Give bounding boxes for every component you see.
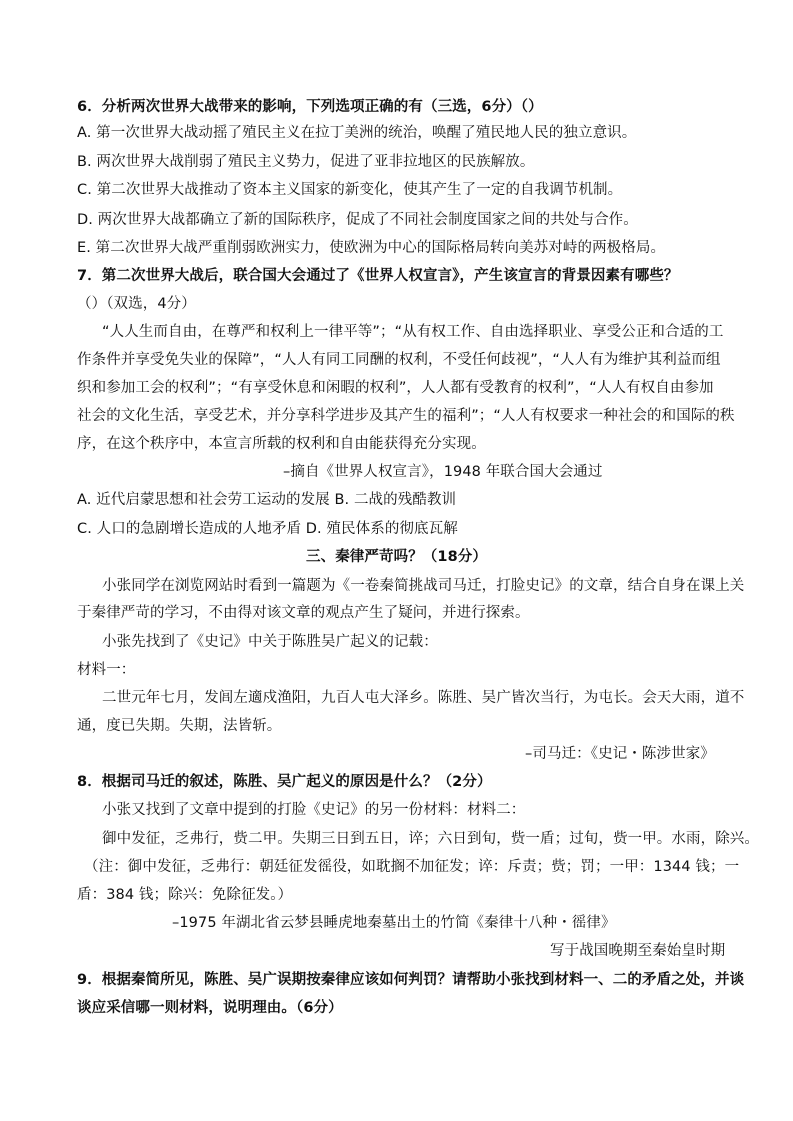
material-one-line: 通，度已失期。失期，法皆斩。 [77, 718, 282, 734]
q7-source: –摘自《世界人权宣言》，1948 年联合国大会通过 [283, 464, 603, 480]
q7-stem: 7．第二次世界大战后，联合国大会通过了《世界人权宣言》，产生该宣言的背景因素有哪些？ [77, 268, 679, 284]
q7-stem-note: （）（双选，4分） [77, 296, 196, 312]
material-one-source: –司马迁：《史记・陈涉世家》 [525, 746, 715, 762]
q9-stem: 谈应采信哪一则材料，说明理由。（6分） [77, 1000, 343, 1016]
q7-options-ab: A. 近代启蒙思想和社会劳工运动的发展 B. 二战的残酷教训 [77, 492, 457, 508]
q6-stem: 6．分析两次世界大战带来的影响，下列选项正确的有（三选，6分）（） [77, 99, 543, 115]
section-intro-line: 于秦律严苛的学习，不由得对该文章的观点产生了疑问，并进行探索。 [77, 605, 530, 621]
q6-option-c: C. 第二次世界大战推动了资本主义国家的新变化，使其产生了一定的自我调节机制。 [77, 182, 623, 198]
q6-option-a: A. 第一次世界大战动摇了殖民主义在拉丁美洲的统治，唤醒了殖民地人民的独立意识。 [77, 125, 637, 141]
q7-quote-line: “人人生而自由，在尊严和权利上一律平等”；“从有权工作、自由选择职业、享受公正和合适的工 [102, 324, 724, 340]
q7-quote-line: 织和参加工会的权利”；“有享受休息和闲暇的权利”，人人都有受教育的权利”，“人人有权自由参加 [77, 380, 714, 396]
q7-quote-line: 序，在这个秩序中，本宣言所载的权利和自由能获得充分实现。 [77, 436, 486, 452]
q9-stem: 9．根据秦简所见，陈胜、吴广误期按秦律应该如何判罚？请帮助小张找到材料一、二的矛盾之处，并谈 [77, 972, 745, 988]
material-two-note: 盾：384 钱；除兴：免除征发。） [77, 887, 293, 903]
q6-option-d: D. 两次世界大战都确立了新的国际秩序，促成了不同社会制度国家之间的共处与合作。 [77, 212, 638, 228]
q7-options-cd: C. 人口的急剧增长造成的人地矛盾 D. 殖民体系的彻底瓦解 [77, 521, 458, 537]
q6-option-b: B. 两次世界大战削弱了殖民主义势力，促进了亚非拉地区的民族解放。 [77, 154, 535, 170]
material-two-source: –1975 年湖北省云梦县睡虎地秦墓出土的竹简《秦律十八种・徭律》 [172, 915, 616, 931]
find-material-one: 小张先找到了《史记》中关于陈胜吴广起义的记载： [102, 634, 438, 650]
material-one-line: 二世元年七月，发闾左適戍渔阳，九百人屯大泽乡。陈胜、吴广皆次当行，为屯长。会天大雨，道不 [102, 690, 745, 706]
section-title: 三、秦律严苛吗？（18分） [306, 549, 487, 565]
find-material-two: 小张又找到了文章中提到的打脸《史记》的另一份材料：材料二： [102, 802, 526, 818]
q6-option-e: E. 第二次世界大战严重削弱欧洲实力，使欧洲为中心的国际格局转向美苏对峙的两极格局。 [77, 240, 666, 256]
q7-quote-line: 作条件并享受免失业的保障”，“人人有同工同酬的权利，不受任何歧视”，“人人有为维护其利益而组 [77, 352, 721, 368]
section-intro-line: 小张同学在浏览网站时看到一篇题为《一卷秦简挑战司马迁，打脸史记》的文章，结合自身在课上关 [102, 578, 745, 594]
q8-stem: 8．根据司马迁的叙述，陈胜、吴广起义的原因是什么？（2分） [77, 774, 492, 790]
material-two-text: 御中发征，乏弗行，赀二甲。失期三日到五日，谇；六日到旬，赀一盾；过旬，赀一甲。水雨，除兴。 [102, 831, 759, 847]
material-one-label: 材料一： [77, 662, 136, 678]
material-two-date: 写于战国晚期至秦始皇时期 [550, 943, 726, 959]
q7-quote-line: 社会的文化生活，享受艺术，并分享科学进步及其产生的福利”；“人人有权要求一种社会的和国际的秩 [77, 408, 735, 424]
material-two-note: （注：御中发征，乏弗行：朝廷征发徭役，如耽搁不加征发；谇：斥责；赀；罚；一甲：1344 钱；一 [84, 859, 740, 875]
